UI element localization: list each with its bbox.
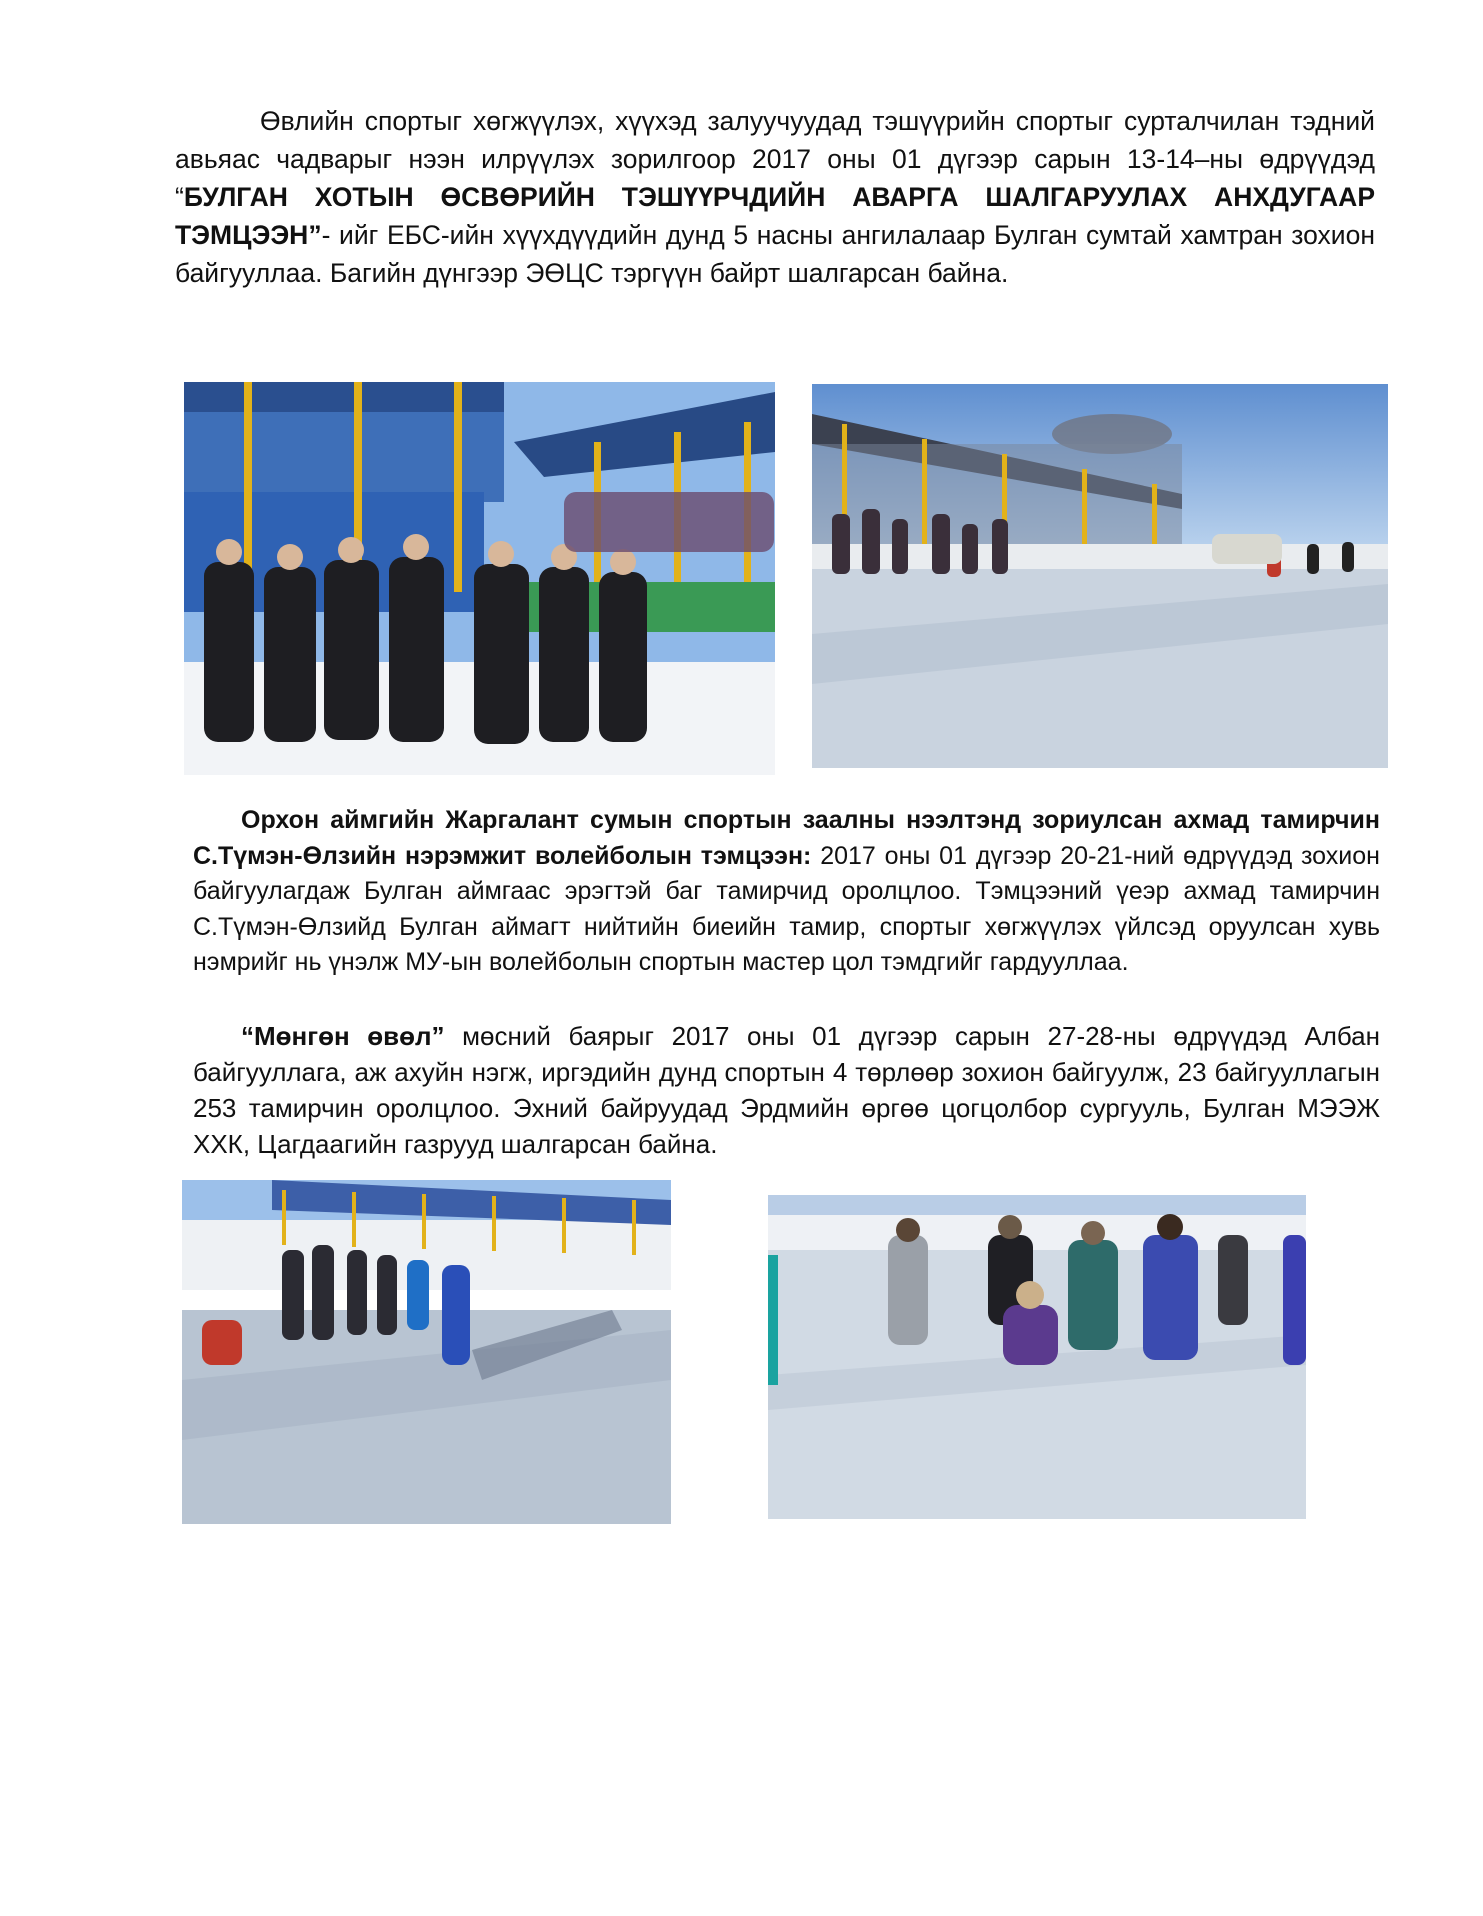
paragraph-1-intro: Өвлийн спортыг хөгжүүлэх, хүүхэд залуучуудад тэшүүрийн спортыг сурталчилан тэдний авьяас чадварыг нээн илрүүлэх зорилгоор 2017 оны 01 дүгээр сарын 13-14–ны өдрүүдэд “ xyxy=(175,106,1375,212)
paragraph-3-rest: мөсний баярыг 2017 оны 01 дүгээр сарын 27-28-ны өдрүүдэд Албан байгууллага, аж ахуйн нэгж, иргэдийн дунд спортын 4 төрлөөр зохион байгуулж, 23 байгууллагын 253 тамирчин оролцлоо. Эхний байруудад Эрдмийн өргөө цогцолбор сургууль, Булган МЭЭЖ ХХК, Цагдаагийн газрууд шалгарсан байна. xyxy=(193,1021,1380,1159)
youth-skater-start-photo xyxy=(182,1180,671,1524)
paragraph-youth-skating xyxy=(175,102,1375,292)
paragraph-3-title: “Мөнгөн өвөл” xyxy=(241,1021,445,1051)
paragraph-volleyball xyxy=(193,803,1380,981)
paragraph-2-title: Орхон аймгийн Жаргалант сумын спортын заалны нээлтэнд зориулсан ахмад тамирчин С.Түмэн-Өлзийн нэрэмжит волейболын тэмцээн: xyxy=(193,806,1380,870)
speed-skating-race-photo xyxy=(812,384,1388,768)
officials-at-stadium-photo xyxy=(184,382,775,775)
elders-in-deel-on-ice-photo xyxy=(768,1195,1306,1519)
paragraph-2-rest: 2017 оны 01 дүгээр 20-21-ний өдрүүдэд зохион байгуулагдаж Булган аймгаас эрэгтэй баг тамирчид оролцлоо. Тэмцээний үеэр ахмад тамирчин С.Түмэн-Өлзийд Булган аймагт нийтийн биеийн тамир, спортыг хөгжүүлэх үйлсэд оруулсан хувь нэмрийг нь үнэлж МУ-ын волейболын спортын мастер цол тэмдгийг гардууллаа. xyxy=(193,841,1380,976)
paragraph-1-title: БУЛГАН ХОТЫН ӨСВӨРИЙН ТЭШҮҮРЧДИЙН АВАРГА ШАЛГАРУУЛАХ АНХДУГААР ТЭМЦЭЭН” xyxy=(175,182,1375,250)
paragraph-1-rest: - ийг ЕБС-ийн хүүхдүүдийн дунд 5 насны ангилалаар Булган сумтай хамтран зохион байгууллаа. Багийн дүнгээр ЭӨЦС тэргүүн байрт шалгарсан байна. xyxy=(175,220,1375,288)
paragraph-silver-winter xyxy=(193,1018,1380,1162)
